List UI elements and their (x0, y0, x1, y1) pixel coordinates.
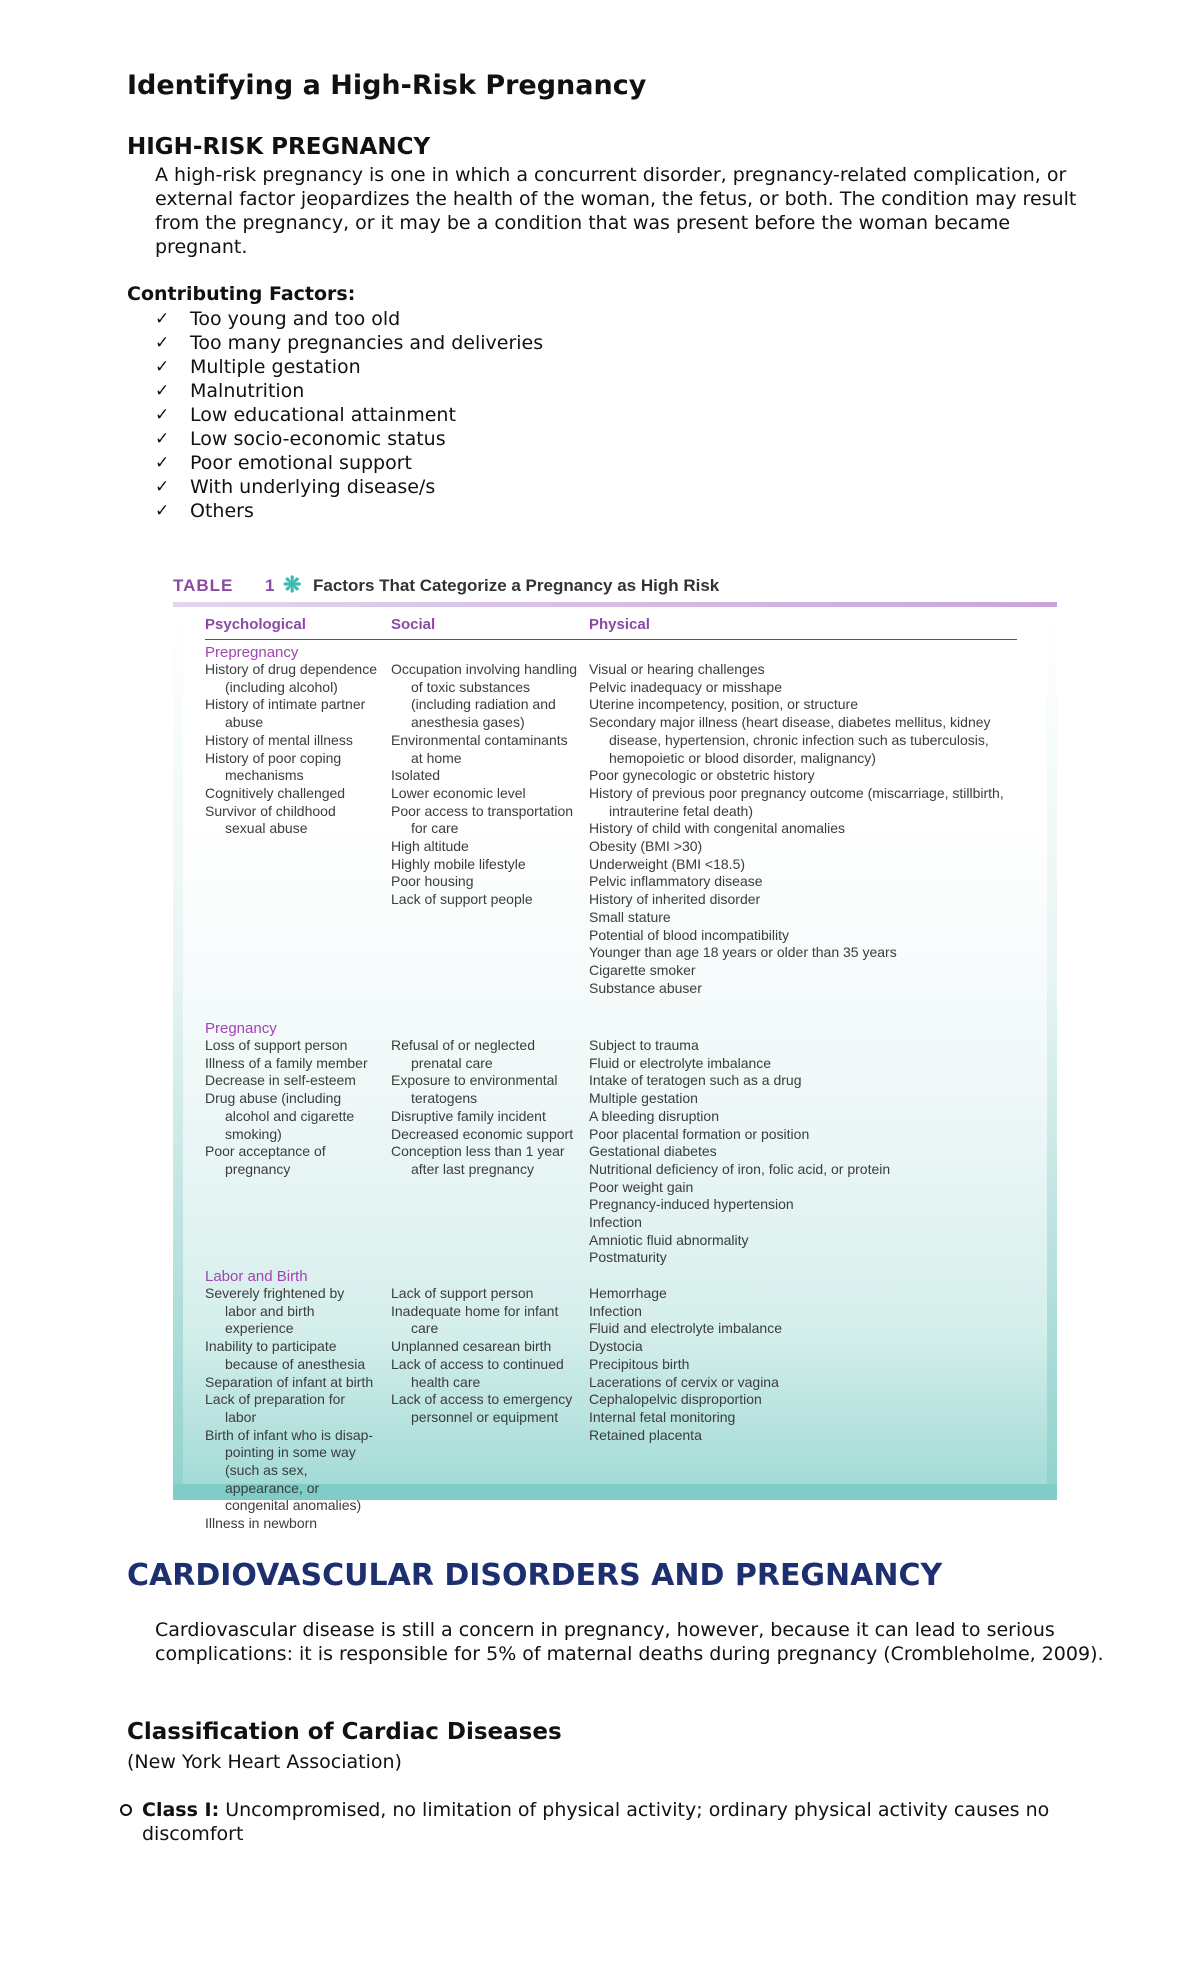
column-header-psychological: Psychological (205, 616, 306, 633)
header-rule (205, 639, 1017, 640)
circle-bullet-icon (120, 1804, 132, 1816)
table-cell-item: History of inherited disorder (589, 891, 761, 908)
factor-text: Low socio-economic status (190, 428, 446, 450)
table-cell-item: Separation of infant at birth (205, 1373, 374, 1390)
table-cell-item: Hemorrhage (589, 1285, 667, 1301)
table-cell-item: Poor access to transportation for care (391, 802, 574, 837)
factor-text: Others (190, 500, 254, 522)
table-cell-item: Refusal of or neglected prenatal care (391, 1037, 535, 1071)
table-caption: Factors That Categorize a Pregnancy as High Risk (313, 576, 720, 595)
document-title: Identifying a High-Risk Pregnancy (127, 70, 647, 101)
cell-prepregnancy-psychological (205, 661, 377, 838)
high-risk-definition: A high-risk pregnancy is one in which a concurrent disorder, pregnancy-related complication, or external factor jeopardizes the health of the woman, the fetus, or both. The condition may result from the pregnancy, or it may be a condition that was present before the woman became pregnant. (155, 164, 1077, 258)
table-cell-item: Birth of infant who is disap-pointing in some way (such as sex, appearance, or congenital anomalies) (205, 1426, 374, 1514)
table-cell-item: Pelvic inadequacy or misshape (589, 678, 782, 695)
table-cell-item: Amniotic fluid abnormality (589, 1231, 749, 1248)
cell-pregnancy-social (391, 1037, 577, 1179)
list-item (155, 379, 543, 403)
table-cell-item: Poor gynecologic or obstetric history (589, 767, 815, 784)
table-cell-item: History of drug dependence (including alcohol) (205, 661, 377, 695)
check-icon: ✓ (155, 381, 170, 401)
cell-labor-psychological (205, 1285, 377, 1533)
cardiovascular-intro: Cardiovascular disease is still a concern in pregnancy, however, because it can lead to serious complications: it is responsible for 5% of maternal deaths during pregnancy (Crombleholme, 2009). (155, 1619, 1104, 1665)
table-cell-item: Illness in newborn (205, 1515, 318, 1532)
class-description: Uncompromised, no limitation of physical activity; ordinary physical activity causes no discomfort (142, 1799, 1050, 1845)
table-frame-right (1047, 612, 1057, 1500)
table-cell-item: Fluid or electrolyte imbalance (589, 1054, 772, 1071)
table-cell-item: Lack of preparation for labor (205, 1391, 346, 1425)
check-icon: ✓ (155, 309, 170, 329)
table-cell-item: Younger than age 18 years or older than 35 years (589, 944, 897, 961)
table-cell-item: Uterine incompetency, position, or structure (589, 696, 858, 713)
table-cell-item: Conception less than 1 year after last pregnancy (391, 1143, 565, 1177)
table-cell-item: Isolated (391, 767, 441, 784)
table-cell-item: Illness of a family member (205, 1054, 368, 1071)
check-icon: ✓ (155, 333, 170, 353)
group-label-pregnancy: Pregnancy (205, 1020, 277, 1037)
factor-text: Too many pregnancies and deliveries (190, 332, 544, 354)
check-icon: ✓ (155, 453, 170, 473)
table-cell-item: Cognitively challenged (205, 784, 346, 801)
table-cell-item: Lower economic level (391, 784, 526, 801)
table-cell-item: Drug abuse (including alcohol and cigarette smoking) (205, 1090, 355, 1142)
class-name: Class I: (142, 1799, 220, 1821)
asterisk-icon: ❋ (283, 572, 302, 597)
table-cell-item: Occupation involving handling of toxic substances (including radiation and anesthesia gases) (391, 661, 578, 731)
factor-text: With underlying disease/s (190, 476, 436, 498)
classification-heading: Classification of Cardiac Diseases (127, 1719, 562, 1745)
table-cell-item: Intake of teratogen such as a drug (589, 1072, 802, 1089)
column-header-physical: Physical (589, 616, 650, 633)
table-cell-item: Decrease in self-esteem (205, 1072, 356, 1089)
table-cell-item: History of previous poor pregnancy outcome (miscarriage, stillbirth, intrauterine fetal death) (589, 784, 1004, 819)
table-cell-item: Unplanned cesarean birth (391, 1338, 552, 1355)
list-item (120, 1798, 1100, 1846)
table-cell-item: History of intimate partner abuse (205, 696, 366, 731)
table-cell-item: A bleeding disruption (589, 1107, 719, 1124)
table-cell-item: High altitude (391, 838, 469, 855)
list-item (155, 427, 543, 451)
table-cell-item: Precipitous birth (589, 1355, 690, 1372)
table-cell-item: History of child with congenital anomalies (589, 820, 846, 837)
table-cell-item: Severely frightened by labor and birth experience (205, 1285, 345, 1337)
table-cell-item: Pregnancy-induced hypertension (589, 1196, 794, 1213)
check-icon: ✓ (155, 429, 170, 449)
table-cell-item: Nutritional deficiency of iron, folic acid, or protein (589, 1160, 891, 1177)
table-cell-item: Cephalopelvic disproportion (589, 1391, 762, 1408)
table-cell-item: History of mental illness (205, 731, 353, 748)
table-cell-item: Poor weight gain (589, 1178, 694, 1195)
column-header-social: Social (391, 616, 436, 633)
table-cell-item: Environmental contaminants at home (391, 731, 568, 766)
table-cell-item: Internal fetal monitoring (589, 1408, 736, 1425)
table-cell-item: Dystocia (589, 1338, 643, 1355)
group-label-labor-and-birth: Labor and Birth (205, 1268, 308, 1285)
cell-pregnancy-physical (589, 1037, 1029, 1267)
table-cell-item: Retained placenta (589, 1426, 702, 1443)
cell-labor-physical (589, 1285, 1019, 1444)
check-icon: ✓ (155, 405, 170, 425)
table-cell-item: Inadequate home for infant care (391, 1302, 559, 1337)
table-cell-item: Poor acceptance of pregnancy (205, 1143, 326, 1177)
factor-text: Too young and too old (190, 308, 401, 330)
cell-pregnancy-psychological (205, 1037, 377, 1179)
table-cell-item: Fluid and electrolyte imbalance (589, 1320, 782, 1337)
table-label: TABLE (173, 576, 234, 595)
table-cell-item: Lack of support people (391, 891, 533, 908)
table-cell-item: Obesity (BMI >30) (589, 838, 703, 855)
table-cell-item: Secondary major illness (heart disease, diabetes mellitus, kidney disease, hypertension, chronic infection such as tuberculosis, hemopoietic or blood disorder, malignancy) (589, 714, 991, 766)
table-title (173, 572, 1057, 596)
table-cell-item: Highly mobile lifestyle (391, 855, 526, 872)
table-cell-item: Survivor of childhood sexual abuse (205, 802, 336, 837)
table-cell-item: Infection (589, 1214, 642, 1231)
table-cell-item: Cigarette smoker (589, 961, 696, 978)
list-item (155, 475, 543, 499)
list-item (155, 307, 543, 331)
table-cell-item: Inability to participate because of anesthesia (205, 1338, 366, 1372)
factor-text: Low educational attainment (190, 404, 456, 426)
list-item (155, 499, 543, 523)
table-cell-item: Poor housing (391, 873, 474, 890)
table-cell-item: Disruptive family incident (391, 1107, 546, 1124)
contributing-factors-list (155, 307, 543, 523)
table-cell-item: Decreased economic support (391, 1125, 574, 1142)
table-cell-item: Subject to trauma (589, 1037, 699, 1053)
table-cell-item: Lack of access to emergency personnel or equipment (391, 1391, 573, 1425)
table-cell-item: Potential of blood incompatibility (589, 926, 790, 943)
check-icon: ✓ (155, 477, 170, 497)
cell-prepregnancy-physical (589, 661, 1019, 997)
factor-text: Poor emotional support (190, 452, 413, 474)
cell-labor-social (391, 1285, 577, 1427)
table-cell-item: Lack of access to continued health care (391, 1355, 564, 1390)
contributing-factors-heading: Contributing Factors: (127, 283, 356, 305)
cardiovascular-heading: CARDIOVASCULAR DISORDERS AND PREGNANCY (127, 1558, 943, 1593)
check-icon: ✓ (155, 501, 170, 521)
table-cell-item: Postmaturity (589, 1249, 667, 1266)
table-cell-item: Substance abuser (589, 979, 702, 996)
list-item (155, 355, 543, 379)
check-icon: ✓ (155, 357, 170, 377)
table-frame-left (173, 612, 183, 1500)
factor-text: Malnutrition (190, 380, 305, 402)
list-item (155, 331, 543, 355)
table-cell-item: Infection (589, 1302, 642, 1319)
classification-list (120, 1798, 1100, 1846)
table-cell-item: Lacerations of cervix or vagina (589, 1373, 779, 1390)
table-cell-item: Pelvic inflammatory disease (589, 873, 763, 890)
list-item (155, 403, 543, 427)
table-cell-item: Multiple gestation (589, 1090, 698, 1107)
table-cell-item: Loss of support person (205, 1037, 348, 1053)
factor-text: Multiple gestation (190, 356, 361, 378)
table-cell-item: Underweight (BMI <18.5) (589, 855, 746, 872)
cell-prepregnancy-social (391, 661, 577, 909)
table-cell-item: Small stature (589, 908, 671, 925)
table-cell-item: Lack of support person (391, 1285, 534, 1301)
high-risk-factors-table (173, 566, 1057, 1532)
high-risk-heading: HIGH-RISK PREGNANCY (127, 134, 431, 160)
table-number: 1 (265, 576, 275, 595)
table-title-rule (173, 602, 1057, 607)
table-cell-item: Exposure to environmental teratogens (391, 1072, 558, 1107)
classification-source: (New York Heart Association) (127, 1751, 402, 1773)
group-label-prepregnancy: Prepregnancy (205, 644, 299, 661)
table-cell-item: History of poor coping mechanisms (205, 749, 342, 784)
table-cell-item: Poor placental formation or position (589, 1125, 810, 1142)
list-item (155, 451, 543, 475)
table-cell-item: Gestational diabetes (589, 1143, 717, 1160)
table-cell-item: Visual or hearing challenges (589, 661, 765, 677)
